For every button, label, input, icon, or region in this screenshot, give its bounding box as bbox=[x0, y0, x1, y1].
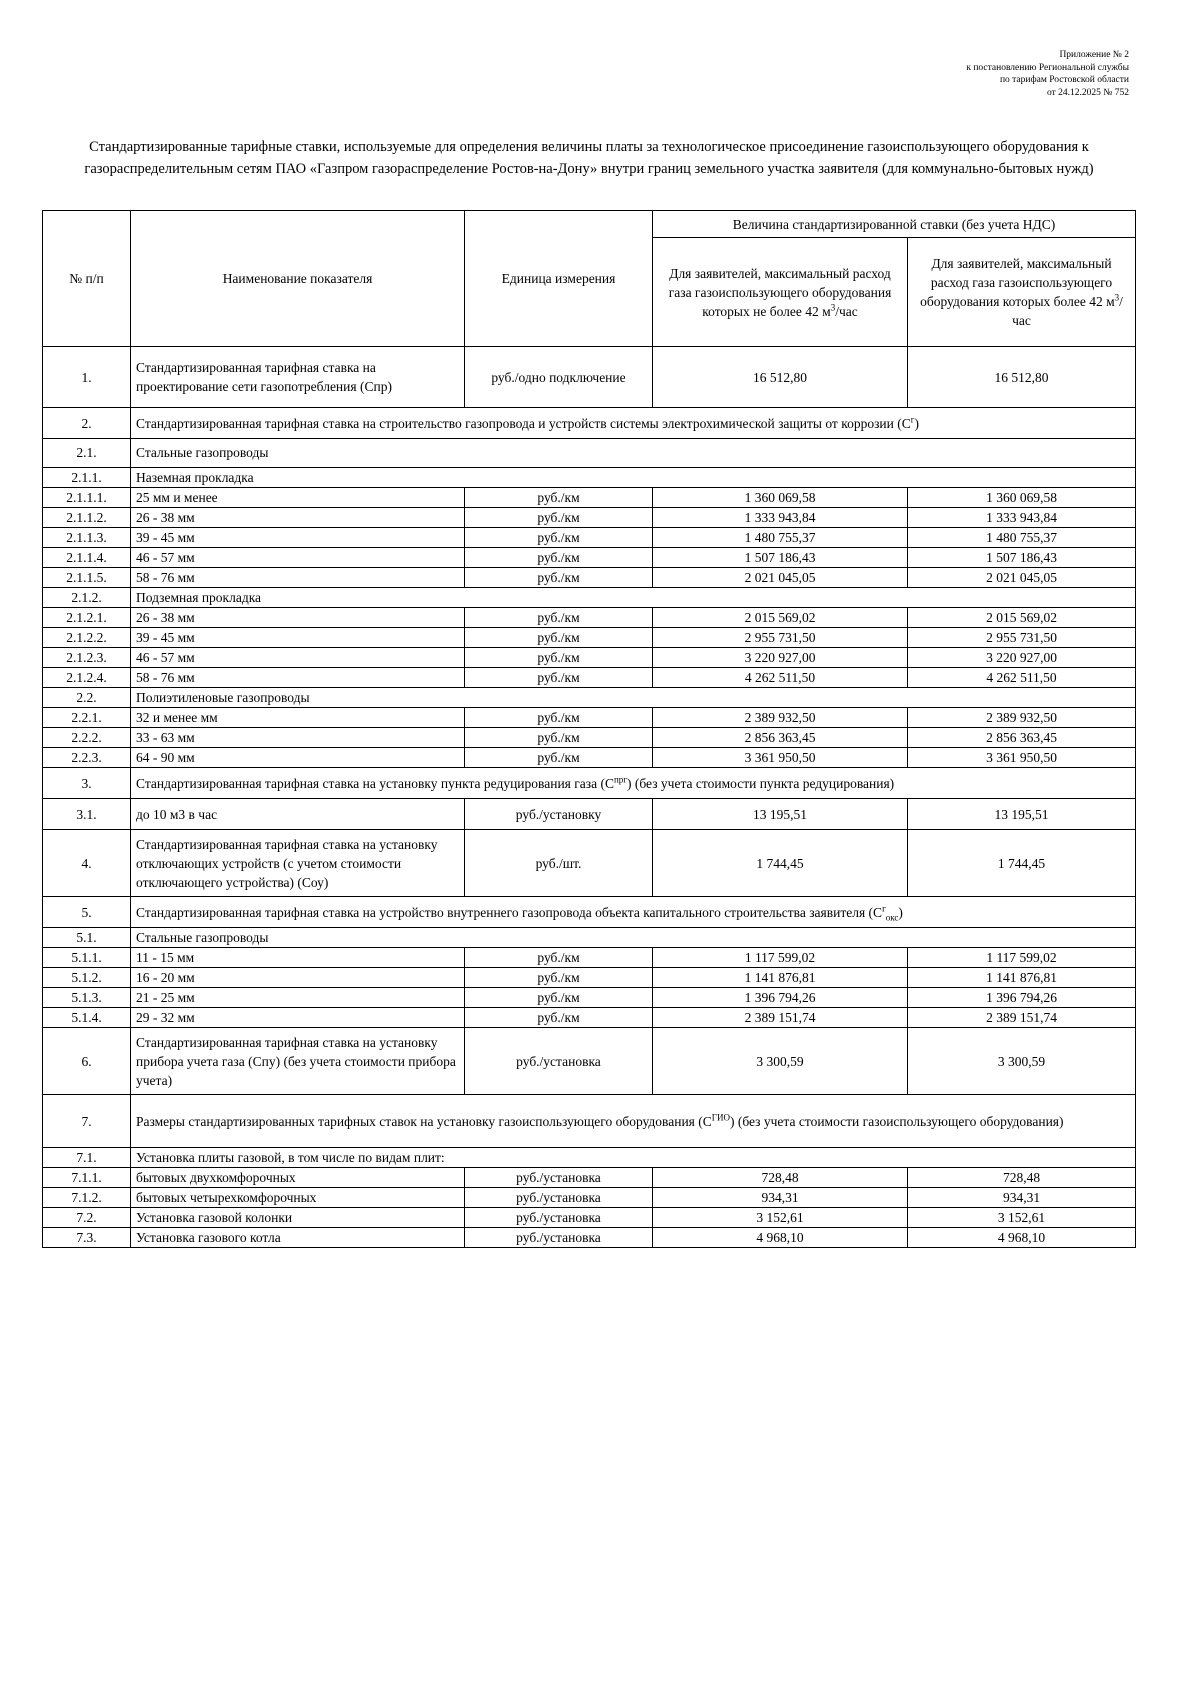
row-unit: руб./км bbox=[465, 528, 653, 548]
table-row bbox=[43, 968, 1136, 988]
table-row bbox=[43, 648, 1136, 668]
row-unit: руб./установку bbox=[465, 799, 653, 830]
row-num: 2.1.2.4. bbox=[43, 668, 131, 688]
row-name: Стандартизированная тарифная ставка на проектирование сети газопотребления (Спр) bbox=[131, 347, 465, 408]
row-value-le42: 1 396 794,26 bbox=[653, 988, 908, 1008]
row-num: 2.2.2. bbox=[43, 728, 131, 748]
table-row bbox=[43, 628, 1136, 648]
table-row bbox=[43, 708, 1136, 728]
header-col-gt42: Для заявителей, максимальный расход газа газоиспользующего оборудования которых более 42 $м^3$/час bbox=[908, 238, 1136, 347]
row-num: 5. bbox=[43, 897, 131, 928]
row-num: 2.1.1.5. bbox=[43, 568, 131, 588]
row-name: 58 - 76 мм bbox=[131, 568, 465, 588]
row-name: 29 - 32 мм bbox=[131, 1008, 465, 1028]
row-unit: руб./км bbox=[465, 948, 653, 968]
row-name: Стандартизированная тарифная ставка на строительство газопровода и устройств системы электрохимической защиты от коррозии $(С^г)$ bbox=[131, 408, 1136, 439]
header-col-le42: Для заявителей, максимальный расход газа газоиспользующего оборудования которых не более 42 $м^3$/час bbox=[653, 238, 908, 347]
row-num: 2.1.1. bbox=[43, 468, 131, 488]
section-row bbox=[43, 688, 1136, 708]
row-num: 2.1.2.1. bbox=[43, 608, 131, 628]
table-row bbox=[43, 1008, 1136, 1028]
document-title bbox=[44, 136, 1134, 180]
row-value-le42: 2 015 569,02 bbox=[653, 608, 908, 628]
row-name: 25 мм и менее bbox=[131, 488, 465, 508]
row-num: 2. bbox=[43, 408, 131, 439]
row-name: Стандартизированная тарифная ставка на устройство внутреннего газопровода объекта капитального строительства заявителя $(С^г_{окс})$ bbox=[131, 897, 1136, 928]
row-value-gt42: 4 968,10 bbox=[908, 1228, 1136, 1248]
row-name: Наземная прокладка bbox=[131, 468, 1136, 488]
appendix-line: Приложение № 2 bbox=[1059, 50, 1129, 60]
row-value-le42: 1 480 755,37 bbox=[653, 528, 908, 548]
row-name: Размеры стандартизированных тарифных ставок на установку газоиспользующего оборудования $(С^{ГИО})$ (без учета стоимости газоиспользующего оборудования) bbox=[131, 1095, 1136, 1148]
row-unit: руб./км bbox=[465, 988, 653, 1008]
row-num: 2.1.2. bbox=[43, 588, 131, 608]
row-value-le42: 2 389 151,74 bbox=[653, 1008, 908, 1028]
section-row bbox=[43, 897, 1136, 928]
table-row bbox=[43, 548, 1136, 568]
table-row bbox=[43, 568, 1136, 588]
row-unit: руб./шт. bbox=[465, 830, 653, 897]
row-unit: руб./установка bbox=[465, 1188, 653, 1208]
row-value-gt42: 2 955 731,50 bbox=[908, 628, 1136, 648]
appendix-line: к постановлению Региональной службы bbox=[966, 62, 1129, 73]
row-value-le42: 1 360 069,58 bbox=[653, 488, 908, 508]
table-row bbox=[43, 1188, 1136, 1208]
table-row bbox=[43, 508, 1136, 528]
row-value-le42: 1 507 186,43 bbox=[653, 548, 908, 568]
row-name: 58 - 76 мм bbox=[131, 668, 465, 688]
row-value-gt42: 1 507 186,43 bbox=[908, 548, 1136, 568]
row-name: до 10 м3 в час bbox=[131, 799, 465, 830]
row-value-le42: 2 856 363,45 bbox=[653, 728, 908, 748]
title-line: Стандартизированные тарифные ставки, используемые для определения величины платы за технологическое присоединение газоиспользующего оборудования к bbox=[89, 139, 1089, 155]
table-row bbox=[43, 488, 1136, 508]
row-num: 2.1.1.3. bbox=[43, 528, 131, 548]
row-value-le42: 2 955 731,50 bbox=[653, 628, 908, 648]
row-value-gt42: 1 117 599,02 bbox=[908, 948, 1136, 968]
row-num: 5.1.1. bbox=[43, 948, 131, 968]
table-row bbox=[43, 347, 1136, 408]
row-value-gt42: 3 152,61 bbox=[908, 1208, 1136, 1228]
row-num: 7. bbox=[43, 1095, 131, 1148]
header-value-group: Величина стандартизированной ставки (без учета НДС) bbox=[653, 211, 1136, 238]
tariff-table bbox=[42, 210, 1136, 1248]
row-num: 2.2.3. bbox=[43, 748, 131, 768]
row-num: 2.2.1. bbox=[43, 708, 131, 728]
row-name: 32 и менее мм bbox=[131, 708, 465, 728]
appendix-line: по тарифам Ростовской области bbox=[999, 75, 1129, 85]
table-row bbox=[43, 668, 1136, 688]
row-num: 2.1.1.1. bbox=[43, 488, 131, 508]
section-row bbox=[43, 468, 1136, 488]
row-num: 3.1. bbox=[43, 799, 131, 830]
row-value-gt42: 1 396 794,26 bbox=[908, 988, 1136, 1008]
row-value-le42: 1 117 599,02 bbox=[653, 948, 908, 968]
row-num: 5.1. bbox=[43, 928, 131, 948]
row-num: 7.1.1. bbox=[43, 1168, 131, 1188]
row-name: Стандартизированная тарифная ставка на установку отключающих устройств (с учетом стоимости отключающего устройства) (Соу) bbox=[131, 830, 465, 897]
row-value-le42: 1 744,45 bbox=[653, 830, 908, 897]
row-name: 46 - 57 мм bbox=[131, 648, 465, 668]
row-value-gt42: 728,48 bbox=[908, 1168, 1136, 1188]
row-unit: руб./км bbox=[465, 648, 653, 668]
row-num: 2.1.2.2. bbox=[43, 628, 131, 648]
row-unit: руб./км bbox=[465, 728, 653, 748]
table-row bbox=[43, 1228, 1136, 1248]
row-unit: руб./км bbox=[465, 488, 653, 508]
row-unit: руб./установка bbox=[465, 1228, 653, 1248]
row-unit: руб./установка bbox=[465, 1028, 653, 1095]
row-value-le42: 3 300,59 bbox=[653, 1028, 908, 1095]
row-name: 33 - 63 мм bbox=[131, 728, 465, 748]
row-value-le42: 4 968,10 bbox=[653, 1228, 908, 1248]
row-name: Полиэтиленовые газопроводы bbox=[131, 688, 1136, 708]
table-row bbox=[43, 1028, 1136, 1095]
row-value-gt42: 934,31 bbox=[908, 1188, 1136, 1208]
section-row bbox=[43, 768, 1136, 799]
table-row bbox=[43, 948, 1136, 968]
row-value-le42: 1 333 943,84 bbox=[653, 508, 908, 528]
row-value-gt42: 1 141 876,81 bbox=[908, 968, 1136, 988]
section-row bbox=[43, 439, 1136, 468]
row-name: 39 - 45 мм bbox=[131, 528, 465, 548]
row-name: Стандартизированная тарифная ставка на установку пункта редуцирования газа $(С^{прг})$ (без учета стоимости пункта редуцирования) bbox=[131, 768, 1136, 799]
row-name: 26 - 38 мм bbox=[131, 508, 465, 528]
row-value-le42: 3 220 927,00 bbox=[653, 648, 908, 668]
row-num: 2.1.1.4. bbox=[43, 548, 131, 568]
row-value-le42: 2 389 932,50 bbox=[653, 708, 908, 728]
row-name: 11 - 15 мм bbox=[131, 948, 465, 968]
row-num: 2.1.2.3. bbox=[43, 648, 131, 668]
table-row bbox=[43, 830, 1136, 897]
row-name: Подземная прокладка bbox=[131, 588, 1136, 608]
row-name: бытовых двухкомфорочных bbox=[131, 1168, 465, 1188]
table-row bbox=[43, 1208, 1136, 1228]
row-unit: руб./км bbox=[465, 548, 653, 568]
row-value-gt42: 1 480 755,37 bbox=[908, 528, 1136, 548]
row-unit: руб./км bbox=[465, 968, 653, 988]
row-num: 7.1. bbox=[43, 1148, 131, 1168]
row-value-le42: 2 021 045,05 bbox=[653, 568, 908, 588]
row-value-gt42: 1 360 069,58 bbox=[908, 488, 1136, 508]
header-name: Наименование показателя bbox=[131, 211, 465, 347]
row-value-gt42: 3 300,59 bbox=[908, 1028, 1136, 1095]
table-row bbox=[43, 748, 1136, 768]
row-name: 21 - 25 мм bbox=[131, 988, 465, 1008]
table-row bbox=[43, 799, 1136, 830]
row-num: 2.1.1.2. bbox=[43, 508, 131, 528]
row-unit: руб./установка bbox=[465, 1208, 653, 1228]
row-value-gt42: 4 262 511,50 bbox=[908, 668, 1136, 688]
row-name: 39 - 45 мм bbox=[131, 628, 465, 648]
row-value-le42: 3 361 950,50 bbox=[653, 748, 908, 768]
row-unit: руб./км bbox=[465, 608, 653, 628]
row-name: Стальные газопроводы bbox=[131, 928, 1136, 948]
row-num: 3. bbox=[43, 768, 131, 799]
row-value-gt42: 1 333 943,84 bbox=[908, 508, 1136, 528]
row-value-gt42: 13 195,51 bbox=[908, 799, 1136, 830]
row-name: бытовых четырехкомфорочных bbox=[131, 1188, 465, 1208]
row-unit: руб./км bbox=[465, 668, 653, 688]
row-num: 2.2. bbox=[43, 688, 131, 708]
header-unit: Единица измерения bbox=[465, 211, 653, 347]
row-value-gt42: 2 389 932,50 bbox=[908, 708, 1136, 728]
row-num: 7.3. bbox=[43, 1228, 131, 1248]
row-value-gt42: 3 361 950,50 bbox=[908, 748, 1136, 768]
row-value-le42: 728,48 bbox=[653, 1168, 908, 1188]
row-num: 5.1.2. bbox=[43, 968, 131, 988]
section-row bbox=[43, 928, 1136, 948]
row-num: 5.1.3. bbox=[43, 988, 131, 1008]
row-unit: руб./км bbox=[465, 1008, 653, 1028]
row-value-le42: 3 152,61 bbox=[653, 1208, 908, 1228]
row-unit: руб./одно подключение bbox=[465, 347, 653, 408]
row-value-gt42: 2 856 363,45 bbox=[908, 728, 1136, 748]
row-name: 64 - 90 мм bbox=[131, 748, 465, 768]
table-row bbox=[43, 528, 1136, 548]
row-name: 16 - 20 мм bbox=[131, 968, 465, 988]
appendix-reference bbox=[966, 49, 1129, 99]
row-name: 46 - 57 мм bbox=[131, 548, 465, 568]
appendix-line: от 24.12.2025 № 752 bbox=[1047, 87, 1129, 98]
row-value-le42: 16 512,80 bbox=[653, 347, 908, 408]
row-unit: руб./км bbox=[465, 508, 653, 528]
row-num: 7.1.2. bbox=[43, 1188, 131, 1208]
row-value-gt42: 2 389 151,74 bbox=[908, 1008, 1136, 1028]
row-name: Стандартизированная тарифная ставка на установку прибора учета газа (Спу) (без учета стоимости прибора учета) bbox=[131, 1028, 465, 1095]
row-num: 1. bbox=[43, 347, 131, 408]
row-value-le42: 934,31 bbox=[653, 1188, 908, 1208]
section-row bbox=[43, 588, 1136, 608]
header-num: № п/п bbox=[43, 211, 131, 347]
section-row bbox=[43, 408, 1136, 439]
table-header bbox=[43, 211, 1136, 347]
row-num: 4. bbox=[43, 830, 131, 897]
row-value-le42: 1 141 876,81 bbox=[653, 968, 908, 988]
row-unit: руб./км bbox=[465, 708, 653, 728]
row-unit: руб./км bbox=[465, 628, 653, 648]
row-value-le42: 4 262 511,50 bbox=[653, 668, 908, 688]
section-row bbox=[43, 1148, 1136, 1168]
table-row bbox=[43, 1168, 1136, 1188]
row-unit: руб./установка bbox=[465, 1168, 653, 1188]
row-num: 2.1. bbox=[43, 439, 131, 468]
title-line: газораспределительным сетям ПАО «Газпром газораспределение Ростов-на-Дону» внутри границ земельного участка заявителя (для коммунально-бытовых нужд) bbox=[84, 161, 1094, 177]
table-body bbox=[43, 347, 1136, 1248]
row-unit: руб./км bbox=[465, 568, 653, 588]
section-row bbox=[43, 1095, 1136, 1148]
row-value-gt42: 2 015 569,02 bbox=[908, 608, 1136, 628]
table-row bbox=[43, 728, 1136, 748]
row-value-gt42: 1 744,45 bbox=[908, 830, 1136, 897]
row-value-le42: 13 195,51 bbox=[653, 799, 908, 830]
row-name: Установка газового котла bbox=[131, 1228, 465, 1248]
row-unit: руб./км bbox=[465, 748, 653, 768]
row-num: 7.2. bbox=[43, 1208, 131, 1228]
row-name: Установка плиты газовой, в том числе по видам плит: bbox=[131, 1148, 1136, 1168]
row-name: Установка газовой колонки bbox=[131, 1208, 465, 1228]
row-value-gt42: 2 021 045,05 bbox=[908, 568, 1136, 588]
table-row bbox=[43, 988, 1136, 1008]
row-num: 6. bbox=[43, 1028, 131, 1095]
row-name: Стальные газопроводы bbox=[131, 439, 1136, 468]
row-num: 5.1.4. bbox=[43, 1008, 131, 1028]
row-value-gt42: 3 220 927,00 bbox=[908, 648, 1136, 668]
row-value-gt42: 16 512,80 bbox=[908, 347, 1136, 408]
table-row bbox=[43, 608, 1136, 628]
row-name: 26 - 38 мм bbox=[131, 608, 465, 628]
